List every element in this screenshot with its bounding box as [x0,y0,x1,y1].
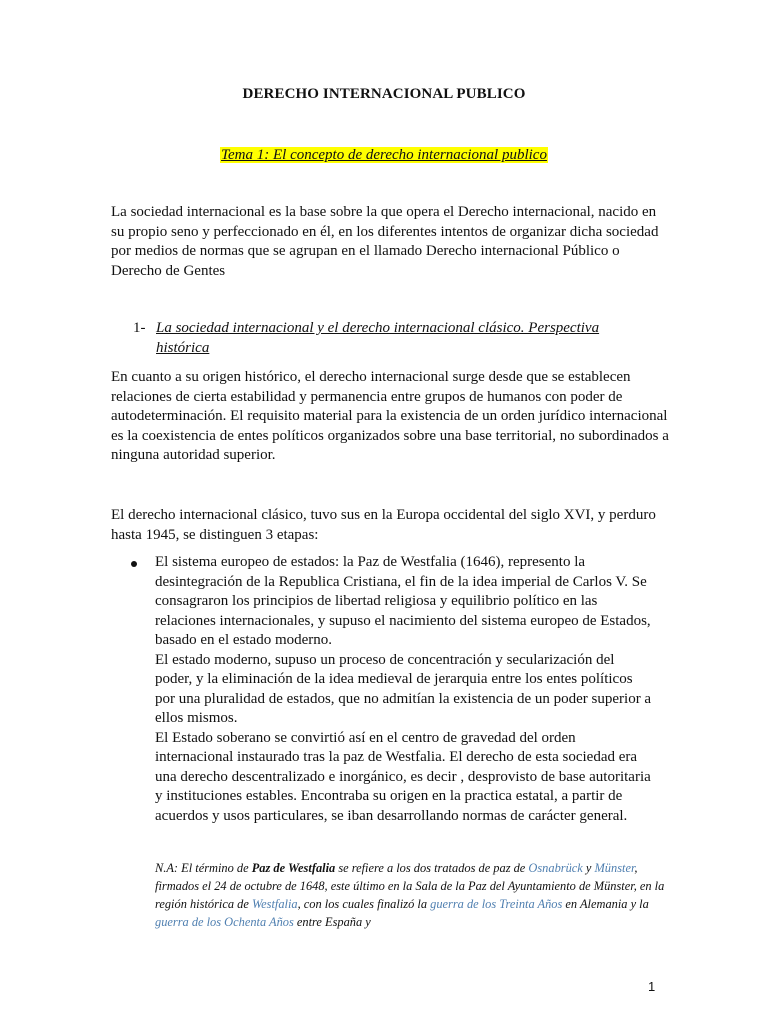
note-link-munster[interactable]: Münster [594,861,635,875]
note-text-3: y [582,861,595,875]
section-number: 1- [133,320,146,336]
note-link-osnabruck[interactable]: Osnabrück [528,861,583,875]
bullet-paragraph-3: El Estado soberano se convirtió así en el centro de gravedad del orden internacional instaurado tras la paz de Westfalia. El derecho de esta sociedad era una derecho descentralizado e inorgánico, es decir , desprovisto de base autoritaria y instituciones estables. Encontraba su origen en la practica estatal, a partir de acuerdos y usos particulares, se iban desarrollando normas de carácter general. [155,729,651,824]
document-title: DERECHO INTERNACIONAL PUBLICO [242,86,526,102]
author-note [155,859,675,931]
bullet-paragraph-2: El estado moderno, supuso un proceso de concentración y secularización del poder, y la eliminación de la idea medieval de jerarquia entre los entes políticos por una pluralidad de estados, que no admitían la existencia de un poder superior a ellos mismos. [155,651,652,726]
bullet-text [155,553,655,826]
section-paragraph-stages: El derecho internacional clásico, tuvo sus en la Europa occidental del siglo XVI, y perduro hasta 1945, se distinguen 3 etapas: [111,507,656,543]
subtitle-container [0,146,768,164]
note-text-5: , con los cuales finalizó la [297,897,431,911]
note-bold-term: Paz de Westfalia [251,861,336,875]
document-subtitle: Tema 1: El concepto de derecho internacional publico [221,147,547,163]
note-text-2: se refiere a los dos tratados de paz de [335,861,529,875]
page-number: 1 [648,979,656,994]
note-text-7: entre España y [293,915,371,929]
intro-paragraph: La sociedad internacional es la base sobre la que opera el Derecho internacional, nacido en su propio seno y perfeccionado en él, en los diferentes intentos de organizar dicha sociedad por medios de normas que se agrupan en el llamado Derecho internacional Público o Derecho de Gentes [111,204,659,279]
bullet-paragraph-1: El sistema europeo de estados: la Paz de Westfalia (1646), represento la desintegración de la Republica Cristiana, el fin de la idea imperial de Carlos V. Se consagraron los principios de libertad religiosa y equilibrio político en las relaciones internacionales, y supuso el nacimiento del sistema europeo de Estados, basado en el estado moderno. [155,554,651,648]
section-paragraph-origin: En cuanto a su origen histórico, el derecho internacional surge desde que se establecen relaciones de cierta estabilidad y permanencia entre grupos de humanos con poder de autodeterminación. El requisito material para la existencia de un orden jurídico internacional es la coexistencia de entes políticos organizados sobre una base territorial, no subordinados a ninguna autoridad superior. [111,369,669,463]
section-heading-text: La sociedad internacional y el derecho internacional clásico. Perspectiva histórica [156,320,600,356]
note-link-ochenta-anos[interactable]: guerra de los Ochenta Años [155,915,294,929]
note-link-treinta-anos[interactable]: guerra de los Treinta Años [430,897,563,911]
note-text-4: , firmados el 24 de octubre de 1648, este último en la Sala de la Paz del Ayuntamiento de Münster, en la región histórica de [155,861,665,911]
note-link-westfalia[interactable]: Westfalia [251,897,298,911]
note-text-6: en Alemania y la [562,897,649,911]
bullet-dot-icon [131,561,137,567]
note-text-1: N.A: El término de [155,861,252,875]
